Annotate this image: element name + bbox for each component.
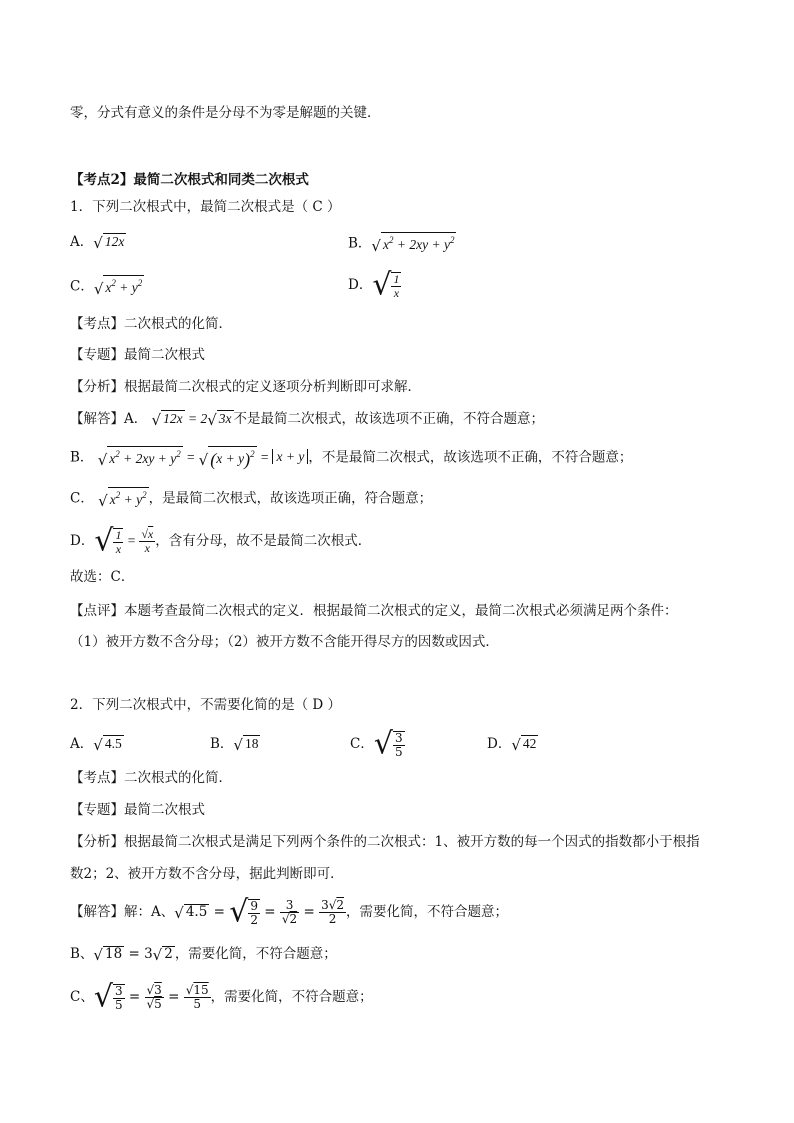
q2-jieda-c: C、√ $\frac{3}{5}$ = $\frac{√3}{√5}$ = $\frac{√15}{5}$ ，需要化简，不符合题意；	[70, 979, 373, 1015]
q2-option-a: A．√ 4.5	[70, 735, 122, 754]
q1-option-d: D．√ $\frac{1}{x}$	[348, 267, 400, 303]
q1-guxuan: 故选：C．	[70, 569, 135, 585]
q2-fenxi-2: 数2；2、被开方数不含分母，据此判断即可．	[70, 866, 344, 882]
q1-dianping-1: 【点评】本题考查最简二次根式的定义．根据最简二次根式的定义，最简二次根式必须满足两个条件：	[70, 603, 678, 619]
q2-zhuanti: 【专题】最简二次根式	[70, 802, 205, 818]
q2-option-d: D．√ 42	[487, 735, 537, 754]
section-title: 【考点2】最简二次根式和同类二次根式	[70, 172, 309, 188]
q1-option-c: C．√ $x^2 + y^2$	[70, 275, 144, 299]
q2-jieda-a: 【解答】解：A、√ 4.5 = √ $\frac{9}{2}$ = $\frac{3}{√2}$ = $\frac{3√2}{2}$ ，需要化简，不符合题意；	[70, 894, 508, 930]
q1-jieda-a: 【解答】A． √ 12x = 2√ 3x 不是最简二次根式，故该选项不正确，不符合题意；	[70, 410, 545, 429]
q2-kaodian: 【考点】二次根式的化简．	[70, 770, 232, 786]
q1-option-b: B．√ $x^2 + 2xy + y^2$	[348, 232, 456, 256]
q2-fenxi-1: 【分析】根据最简二次根式是满足下列两个条件的二次根式：1、被开方数的每一个因式的指数都小于根指	[70, 834, 700, 850]
q2-options	[70, 728, 538, 761]
q2-stem: 2．下列二次根式中，不需要化简的是（ D ）	[70, 697, 341, 713]
q1-jieda-c: C． √ $x^2 + y^2$ ，是最简二次根式，故该选项正确，符合题意；	[70, 487, 432, 511]
q1-stem: 1．下列二次根式中，最简二次根式是（ C ）	[70, 199, 341, 215]
q1-option-a: A．√ 12x	[70, 233, 125, 252]
q1-kaodian: 【考点】二次根式的化简．	[70, 316, 232, 332]
q1-jieda-d: D．√ $\frac{1}{x}$ = $\frac{√x}{x}$ ，含有分母，故不是最简二次根式．	[70, 523, 372, 559]
q2-option-b: B．√ 18	[210, 735, 259, 754]
q1-dianping-2: （1）被开方数不含分母；（2）被开方数不含能开得尽方的因数或因式．	[70, 634, 499, 650]
intro-line: 零，分式有意义的条件是分母不为零是解题的关键．	[70, 105, 381, 121]
q2-option-c: C．√ $\frac{3}{5}$	[350, 726, 403, 762]
q1-zhuanti: 【专题】最简二次根式	[70, 347, 205, 363]
q2-jieda-b: B、√ 18 = 3√ 2 ，需要化简，不符合题意；	[70, 945, 337, 964]
q1-fenxi: 【分析】根据最简二次根式的定义逐项分析判断即可求解．	[70, 379, 421, 395]
q1-jieda-b: B． √ $x^2 + 2xy + y^2$ = √ $(x + y)^2 = x + y$ ，不是最简二次根式，故该选项不正确，不符合题意；	[70, 446, 632, 470]
